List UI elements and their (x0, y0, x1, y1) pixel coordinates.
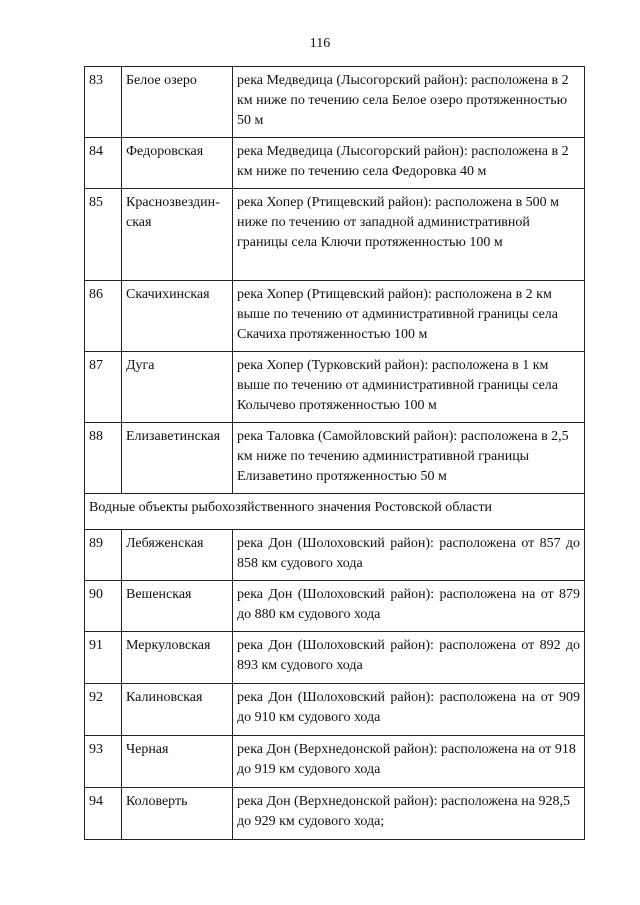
table-row (85, 632, 585, 684)
site-name: Лебяженская (122, 530, 233, 581)
row-number: 90 (85, 581, 122, 632)
row-number: 88 (85, 423, 122, 494)
site-description: река Дон (Верхнедонской район): расположена на от 918 до 919 км судового хода (233, 736, 585, 788)
site-description: река Дон (Шолоховский район): расположена на от 879 до 880 км судового хода (233, 581, 585, 632)
site-name: Черная (122, 736, 233, 788)
site-name: Елизаветинская (122, 423, 233, 494)
table-row (85, 138, 585, 189)
site-name: Меркуловская (122, 632, 233, 684)
site-description: река Медведица (Лысогорский район): расположена в 2 км ниже по течению села Федоровка 40 м (233, 138, 585, 189)
site-name: Белое озеро (122, 67, 233, 138)
site-description: река Хопер (Турковский район): расположена в 1 км выше по течению от административной границы села Колычево протяженностью 100 м (233, 352, 585, 423)
site-name: Скачихинская (122, 281, 233, 352)
row-number: 91 (85, 632, 122, 684)
table-row (85, 736, 585, 788)
row-number: 83 (85, 67, 122, 138)
site-name: Вешенская (122, 581, 233, 632)
row-number: 89 (85, 530, 122, 581)
site-description: река Дон (Шолоховский район): расположена от 857 до 858 км судового хода (233, 530, 585, 581)
table-row (85, 67, 585, 138)
site-description: река Хопер (Ртищевский район): расположена в 2 км выше по течению от административной границы села Скачиха протяженностью 100 м (233, 281, 585, 352)
table-row (85, 530, 585, 581)
row-number: 94 (85, 788, 122, 840)
row-number: 85 (85, 189, 122, 281)
site-description: река Медведица (Лысогорский район): расположена в 2 км ниже по течению села Белое озеро протяженностью 50 м (233, 67, 585, 138)
site-description: река Хопер (Ртищевский район): расположена в 500 м ниже по течению от западной административной границы села Ключи протяженностью 100 м (233, 189, 585, 281)
table-row (85, 581, 585, 632)
site-description: река Дон (Верхнедонской район): расположена на 928,5 до 929 км судового хода; (233, 788, 585, 840)
page-number: 116 (309, 36, 331, 51)
site-name: Калиновская (122, 684, 233, 736)
site-description: река Дон (Шолоховский район): расположена от 892 до 893 км судового хода (233, 632, 585, 684)
table-row (85, 423, 585, 494)
table-row (85, 788, 585, 840)
table-row (85, 352, 585, 423)
row-number: 92 (85, 684, 122, 736)
water-objects-table (84, 66, 585, 840)
site-name: Федоровская (122, 138, 233, 189)
row-number: 86 (85, 281, 122, 352)
section-row (85, 494, 585, 530)
site-name: Краснозвездин-ская (122, 189, 233, 281)
site-name: Коловерть (122, 788, 233, 840)
table-row (85, 684, 585, 736)
row-number: 87 (85, 352, 122, 423)
table-row (85, 281, 585, 352)
site-description: река Таловка (Самойловский район): расположена в 2,5 км ниже по течению административной границы Елизаветино протяженностью 50 м (233, 423, 585, 494)
row-number: 84 (85, 138, 122, 189)
section-heading: Водные объекты рыбохозяйственного значения Ростовской области (85, 494, 585, 530)
table-row (85, 189, 585, 281)
site-name: Дуга (122, 352, 233, 423)
row-number: 93 (85, 736, 122, 788)
site-description: река Дон (Шолоховский район): расположена на от 909 до 910 км судового хода (233, 684, 585, 736)
